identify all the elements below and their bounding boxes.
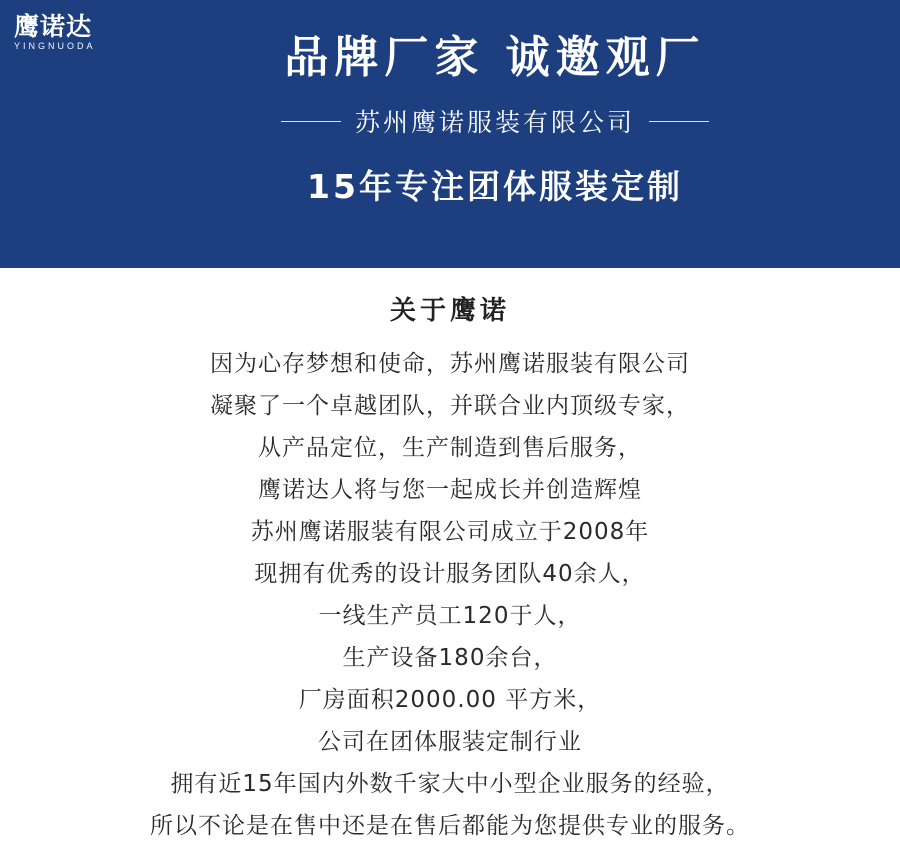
about-line: 公司在团体服装定制行业 — [318, 729, 582, 755]
promo-banner — [0, 0, 900, 268]
about-line: 苏州鹰诺服装有限公司成立于2008年 — [250, 519, 650, 545]
banner-tagline: 15年专注团体服装定制 — [307, 167, 683, 206]
about-line: 现拥有优秀的设计服务团队40余人， — [254, 561, 646, 587]
about-section — [0, 268, 900, 847]
about-line: 因为心存梦想和使命，苏州鹰诺服装有限公司 — [210, 351, 690, 377]
banner-company-name: 苏州鹰诺服装有限公司 — [354, 108, 635, 137]
divider-left — [281, 121, 341, 122]
about-paragraph — [0, 343, 900, 847]
about-line: 拥有近15年国内外数千家大中小型企业服务的经验， — [170, 771, 730, 797]
banner-subtitle-row — [130, 103, 860, 139]
brand-logo-name: 鹰诺达 — [14, 12, 93, 41]
about-line: 生产设备180余台， — [342, 645, 558, 671]
about-heading: 关于鹰诺 — [389, 296, 510, 326]
about-line: 凝聚了一个卓越团队，并联合业内顶级专家， — [210, 393, 690, 419]
banner-text-block — [130, 30, 860, 208]
brand-logo — [14, 14, 124, 62]
about-line: 一线生产员工120于人， — [318, 603, 582, 629]
brand-logo-pinyin: YINGNUODA — [14, 41, 96, 51]
about-line: 鹰诺达人将与您一起成长并创造辉煌 — [258, 477, 642, 503]
about-line: 所以不论是在售中还是在售后都能为您提供专业的服务。 — [150, 813, 750, 839]
about-line: 厂房面积2000.00 平方米， — [298, 687, 602, 713]
banner-title: 品牌厂家 诚邀观厂 — [284, 32, 706, 83]
about-line: 从产品定位，生产制造到售后服务， — [258, 435, 642, 461]
divider-right — [649, 121, 709, 122]
